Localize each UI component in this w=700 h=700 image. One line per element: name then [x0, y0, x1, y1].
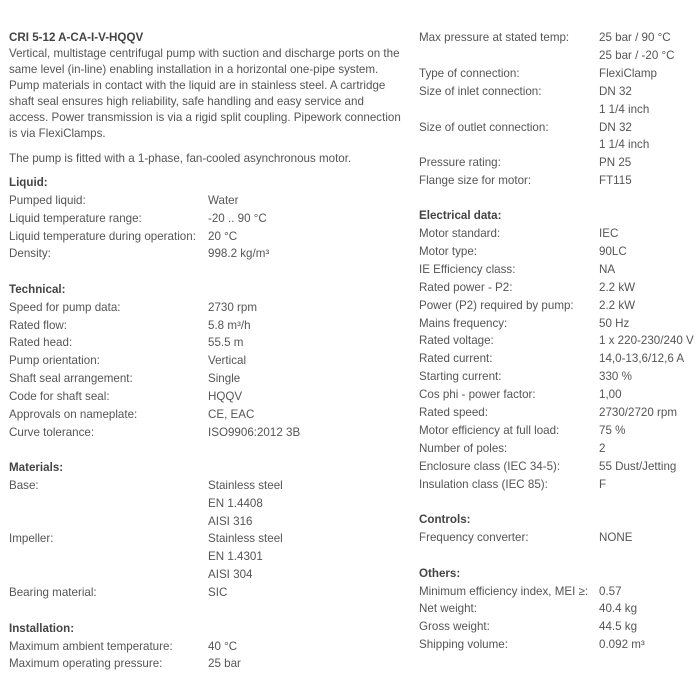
spec-value: IEC	[599, 227, 619, 240]
spec-label: Liquid temperature range:	[9, 212, 142, 225]
spec-label: Number of poles:	[419, 442, 508, 455]
spec-value: 2730/2720 rpm	[599, 406, 677, 419]
section-technical-heading: Technical:	[9, 283, 66, 296]
spec-value: DN 32	[599, 121, 632, 134]
section-liquid-heading: Liquid:	[9, 176, 48, 189]
spec-row	[419, 386, 700, 404]
spec-row	[9, 192, 404, 210]
product-description: Vertical, multistage centrifugal pump with suction and discharge ports on the same level (in-line) enabling installation in a horizontal one-pipe system. Pump materials in contact with the liquid are in stainless steel. A cartridge shaft seal ensures high reliability, safe handling and easy service and access. Power transmission is via a rigid split coupling. Pipework connection is via FlexiClamps.	[9, 47, 401, 140]
spec-row	[419, 529, 700, 547]
spec-row	[9, 530, 404, 548]
spec-value: 75 %	[599, 424, 626, 437]
spec-value: 1 x 220-230/240 V	[599, 334, 694, 347]
spec-row	[9, 477, 404, 495]
spec-label: Cos phi - power factor:	[419, 388, 536, 401]
spec-value: 25 bar / 90 °C	[599, 31, 671, 44]
spec-row	[419, 261, 700, 279]
spec-value: HQQV	[208, 390, 243, 403]
spec-label: Liquid temperature during operation:	[9, 230, 196, 243]
section-others-heading: Others:	[419, 567, 461, 580]
spec-row	[419, 600, 700, 618]
spec-row	[419, 404, 700, 422]
spec-value: 90LC	[599, 245, 627, 258]
spec-label: Minimum efficiency index, MEI ≥:	[419, 585, 589, 598]
spec-label: Base:	[9, 479, 39, 492]
spec-value: DN 32	[599, 85, 632, 98]
section-materials-heading: Materials:	[9, 461, 64, 474]
spec-row	[419, 83, 700, 101]
spec-label: Motor standard:	[419, 227, 501, 240]
spec-label: Frequency converter:	[419, 531, 529, 544]
spec-row	[419, 65, 700, 83]
spec-label: Max pressure at stated temp:	[419, 31, 570, 44]
spec-value: NONE	[599, 531, 633, 544]
spec-row	[9, 638, 404, 656]
spec-value: 2.2 kW	[599, 281, 636, 294]
spec-value: 20 °C	[208, 230, 238, 243]
spec-label: Flange size for motor:	[419, 174, 532, 187]
section-electrical-heading: Electrical data:	[419, 209, 502, 222]
spec-label: Motor type:	[419, 245, 477, 258]
spec-row	[9, 210, 404, 228]
spec-value: AISI 316	[208, 515, 253, 528]
spec-row	[9, 655, 404, 673]
spec-value: Single	[208, 372, 241, 385]
spec-value: AISI 304	[208, 568, 253, 581]
spec-row	[419, 279, 700, 297]
spec-value: Stainless steel	[208, 532, 283, 545]
spec-value: 1 1/4 inch	[599, 138, 650, 151]
spec-value: 2730 rpm	[208, 301, 257, 314]
spec-value: -20 .. 90 °C	[208, 212, 267, 225]
spec-label: Code for shaft seal:	[9, 390, 110, 403]
spec-label: Shipping volume:	[419, 638, 508, 651]
spec-label: Maximum operating pressure:	[9, 657, 163, 670]
spec-value: PN 25	[599, 156, 632, 169]
spec-row	[419, 297, 700, 315]
spec-row	[419, 225, 700, 243]
spec-label: Rated speed:	[419, 406, 488, 419]
spec-row	[419, 350, 700, 368]
spec-row	[419, 440, 700, 458]
spec-value: CE, EAC	[208, 408, 255, 421]
spec-label: Impeller:	[9, 532, 54, 545]
spec-label: Mains frequency:	[419, 317, 508, 330]
spec-row	[9, 334, 404, 352]
spec-value: 1,00	[599, 388, 622, 401]
spec-row	[419, 332, 700, 350]
spec-label: Pressure rating:	[419, 156, 501, 169]
spec-label: Starting current:	[419, 370, 502, 383]
spec-row	[9, 299, 404, 317]
spec-value: 1 1/4 inch	[599, 103, 650, 116]
spec-row	[419, 636, 700, 654]
spec-value: EN 1.4301	[208, 550, 263, 563]
spec-label: Density:	[9, 247, 51, 260]
spec-label: Size of outlet connection:	[419, 121, 549, 134]
section-controls-heading: Controls:	[419, 513, 471, 526]
spec-label: Gross weight:	[419, 620, 490, 633]
spec-row	[419, 368, 700, 386]
spec-value: 2.2 kW	[599, 299, 636, 312]
spec-label: Type of connection:	[419, 67, 520, 80]
spec-label: Enclosure class (IEC 34-5):	[419, 460, 561, 473]
spec-row	[9, 370, 404, 388]
spec-value: SIC	[208, 586, 228, 599]
spec-label: Speed for pump data:	[9, 301, 121, 314]
spec-value: 40 °C	[208, 640, 238, 653]
spec-value: ISO9906:2012 3B	[208, 426, 301, 439]
spec-row	[9, 228, 404, 246]
spec-row	[9, 352, 404, 370]
spec-label: Power (P2) required by pump:	[419, 299, 574, 312]
product-title: CRI 5-12 A-CA-I-V-HQQV	[9, 31, 144, 44]
spec-label: Approvals on nameplate:	[9, 408, 138, 421]
spec-label: Pumped liquid:	[9, 194, 86, 207]
spec-label: Rated head:	[9, 336, 73, 349]
spec-value: 55.5 m	[208, 336, 244, 349]
spec-value: 0.092 m³	[599, 638, 645, 651]
spec-row	[419, 172, 700, 190]
spec-value: 2	[599, 442, 606, 455]
spec-value: NA	[599, 263, 616, 276]
spec-value: 25 bar / -20 °C	[599, 49, 675, 62]
spec-row	[9, 424, 404, 442]
spec-row	[419, 458, 700, 476]
spec-row	[419, 476, 700, 494]
spec-value: F	[599, 478, 607, 491]
motor-note: The pump is fitted with a 1-phase, fan-cooled asynchronous motor.	[9, 152, 352, 165]
spec-row	[419, 243, 700, 261]
spec-value: 50 Hz	[599, 317, 630, 330]
spec-label: Net weight:	[419, 602, 477, 615]
spec-label: Rated flow:	[9, 319, 67, 332]
spec-row	[419, 154, 700, 172]
spec-row	[419, 583, 700, 601]
spec-label: Rated voltage:	[419, 334, 494, 347]
spec-label: Bearing material:	[9, 586, 97, 599]
spec-row	[9, 584, 404, 602]
spec-label: Motor efficiency at full load:	[419, 424, 560, 437]
spec-label: Pump orientation:	[9, 354, 100, 367]
spec-value: Vertical	[208, 354, 247, 367]
spec-label: Rated current:	[419, 352, 493, 365]
spec-label: Size of inlet connection:	[419, 85, 542, 98]
spec-label: Shaft seal arrangement:	[9, 372, 133, 385]
spec-value: 998.2 kg/m³	[208, 247, 270, 260]
spec-value: 40.4 kg	[599, 602, 638, 615]
spec-value: 44.5 kg	[599, 620, 638, 633]
spec-row	[419, 119, 700, 137]
spec-label: Curve tolerance:	[9, 426, 95, 439]
spec-row	[419, 422, 700, 440]
spec-row	[419, 618, 700, 636]
spec-value: FlexiClamp	[599, 67, 657, 80]
spec-value: 55 Dust/Jetting	[599, 460, 677, 473]
spec-value: 330 %	[599, 370, 632, 383]
spec-row	[9, 317, 404, 335]
spec-row	[9, 245, 404, 263]
spec-label: Insulation class (IEC 85):	[419, 478, 548, 491]
spec-row	[9, 406, 404, 424]
spec-value: FT115	[599, 174, 632, 187]
spec-value: 0.57	[599, 585, 622, 598]
spec-value: 25 bar	[208, 657, 241, 670]
section-installation-heading: Installation:	[9, 622, 75, 635]
spec-label: Rated power - P2:	[419, 281, 513, 294]
spec-label: IE Efficiency class:	[419, 263, 516, 276]
spec-label: Maximum ambient temperature:	[9, 640, 173, 653]
spec-value: 14,0-13,6/12,6 A	[599, 352, 685, 365]
spec-row	[419, 315, 700, 333]
spec-value: Water	[208, 194, 239, 207]
spec-value: 5.8 m³/h	[208, 319, 251, 332]
spec-value: Stainless steel	[208, 479, 283, 492]
spec-row	[9, 388, 404, 406]
spec-value: EN 1.4408	[208, 497, 263, 510]
